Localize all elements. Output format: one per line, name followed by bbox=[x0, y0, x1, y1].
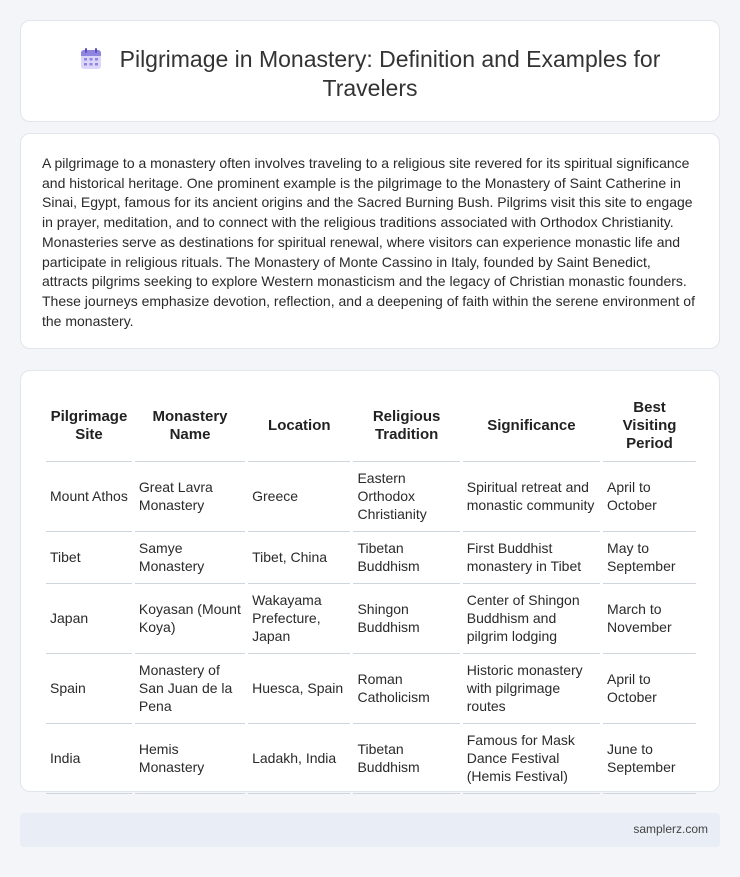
table-cell: Spain bbox=[46, 654, 132, 724]
column-header: Significance bbox=[463, 391, 600, 462]
title-card bbox=[20, 20, 720, 122]
table-header-row bbox=[46, 391, 696, 462]
column-header: Religious Tradition bbox=[353, 391, 459, 462]
intro-card bbox=[20, 133, 720, 349]
table-cell: April to October bbox=[603, 462, 696, 532]
table-row bbox=[46, 462, 696, 532]
table-row bbox=[46, 654, 696, 724]
footer-bar bbox=[20, 813, 720, 847]
table-cell: June to September bbox=[603, 724, 696, 794]
table-card bbox=[20, 370, 720, 792]
table-cell: Tibetan Buddhism bbox=[353, 532, 459, 584]
table-cell: Ladakh, India bbox=[248, 724, 350, 794]
table-cell: Mount Athos bbox=[46, 462, 132, 532]
page-title: Pilgrimage in Monastery: Definition and Examples for Travelers bbox=[119, 46, 661, 101]
table-cell: April to October bbox=[603, 654, 696, 724]
column-header: Best Visiting Period bbox=[603, 391, 696, 462]
table-cell: Hemis Monastery bbox=[135, 724, 245, 794]
table-cell: Koyasan (Mount Koya) bbox=[135, 584, 245, 654]
table-cell: Wakayama Prefecture, Japan bbox=[248, 584, 350, 654]
table-cell: Roman Catholicism bbox=[353, 654, 459, 724]
table-cell: May to September bbox=[603, 532, 696, 584]
column-header: Location bbox=[248, 391, 350, 462]
column-header: Pilgrimage Site bbox=[46, 391, 132, 462]
table-cell: Historic monastery with pilgrimage routes bbox=[463, 654, 600, 724]
table-row bbox=[46, 724, 696, 794]
table-cell: Tibet bbox=[46, 532, 132, 584]
table-cell: Samye Monastery bbox=[135, 532, 245, 584]
table-cell: Eastern Orthodox Christianity bbox=[353, 462, 459, 532]
table-cell: Tibet, China bbox=[248, 532, 350, 584]
table-row bbox=[46, 532, 696, 584]
table-cell: Spiritual retreat and monastic community bbox=[463, 462, 600, 532]
table-cell: Greece bbox=[248, 462, 350, 532]
table-cell: Huesca, Spain bbox=[248, 654, 350, 724]
footer-brand-link[interactable]: samplerz.com bbox=[633, 822, 708, 836]
table-cell: Great Lavra Monastery bbox=[135, 462, 245, 532]
table-cell: March to November bbox=[603, 584, 696, 654]
table-cell: Shingon Buddhism bbox=[353, 584, 459, 654]
table-cell: India bbox=[46, 724, 132, 794]
table-cell: Famous for Mask Dance Festival (Hemis Festival) bbox=[463, 724, 600, 794]
table-cell: Tibetan Buddhism bbox=[353, 724, 459, 794]
page-title-wrap bbox=[61, 45, 679, 103]
pilgrimage-table bbox=[43, 391, 699, 794]
table-row bbox=[46, 584, 696, 654]
table-cell: Japan bbox=[46, 584, 132, 654]
table-cell: Center of Shingon Buddhism and pilgrim lodging bbox=[463, 584, 600, 654]
table-cell: First Buddhist monastery in Tibet bbox=[463, 532, 600, 584]
column-header: Monastery Name bbox=[135, 391, 245, 462]
calendar-icon bbox=[80, 48, 102, 70]
intro-paragraph: A pilgrimage to a monastery often involves traveling to a religious site revered for its spiritual significance and historical heritage. One prominent example is the pilgrimage to the Monastery of Saint Catherine in Sinai, Egypt, famous for its ancient origins and the Sacred Burning Bush. Pilgrims visit this site to engage in prayer, meditation, and to connect with the religious traditions associated with Orthodox Christianity. Monasteries serve as destinations for spiritual renewal, where visitors can experience monastic life and participate in religious rituals. The Monastery of Monte Cassino in Italy, founded by Saint Benedict, attracts pilgrims seeking to explore Western monasticism and the legacy of Christian monastic founders. These journeys emphasize devotion, reflection, and a deepening of faith within the serene environment of the monastery. bbox=[42, 155, 695, 329]
table-cell: Monastery of San Juan de la Pena bbox=[135, 654, 245, 724]
